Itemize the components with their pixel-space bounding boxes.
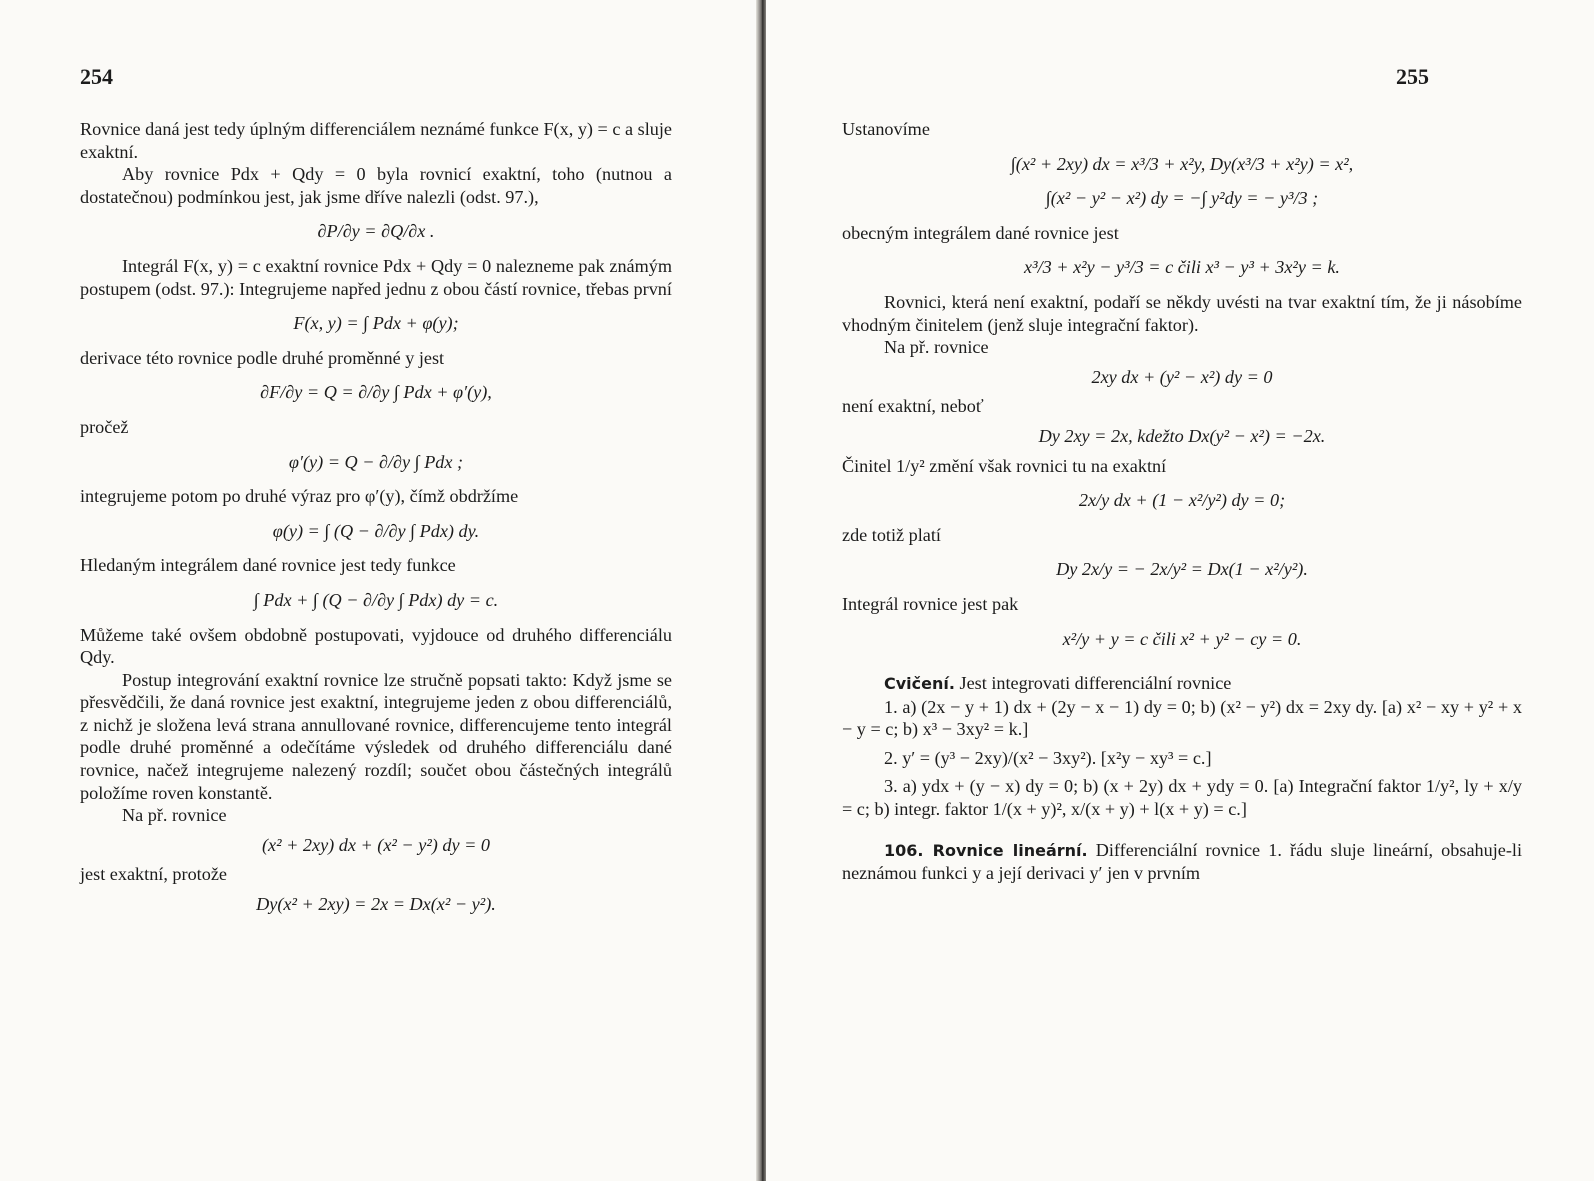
right-text-column bbox=[842, 118, 1522, 885]
exercise-item: 2. y′ = (y³ − 2xy)/(x² − 3xy²). [x²y − xy³ = c.] bbox=[884, 747, 1212, 768]
paragraph: Na př. rovnice bbox=[122, 805, 227, 826]
equation: φ(y) = ∫ (Q − ∂/∂y ∫ Pdx) dy. bbox=[272, 520, 480, 541]
paragraph: pročež bbox=[80, 416, 129, 437]
equation: 2xy dx + (y² − x²) dy = 0 bbox=[1091, 366, 1273, 387]
exercises-heading bbox=[842, 672, 1522, 696]
exercises-intro: Jest integrovati differenciální rovnice bbox=[954, 673, 1232, 694]
equation: ∫(x² + 2xy) dx = x³/3 + x²y, Dy(x³/3 + x²y) = x², bbox=[1010, 153, 1354, 174]
section-text: Differenciální rovnice 1. řádu sluje lineární, obsahuje-li neznámou funkci y a její derivaci y′ jen v prvním bbox=[842, 839, 1522, 884]
equation: ∂P/∂y = ∂Q/∂x . bbox=[317, 221, 435, 242]
paragraph: jest exaktní, protože bbox=[80, 864, 227, 885]
equation: x³/3 + x²y − y³/3 = c čili x³ − y³ + 3x²y = k. bbox=[1024, 257, 1340, 278]
paragraph: Hledaným integrálem dané rovnice jest tedy funkce bbox=[80, 555, 456, 576]
paragraph: není exaktní, neboť bbox=[842, 396, 984, 417]
paragraph: Integrál rovnice jest pak bbox=[842, 593, 1019, 614]
equation: x²/y + y = c čili x² + y² − cy = 0. bbox=[1062, 628, 1302, 649]
left-text-column bbox=[80, 118, 672, 923]
equation: ∫ Pdx + ∫ (Q − ∂/∂y ∫ Pdx) dy = c. bbox=[253, 589, 499, 610]
paragraph: Na př. rovnice bbox=[884, 337, 989, 358]
paragraph: zde totiž platí bbox=[842, 524, 941, 545]
equation: ∫(x² − y² − x²) dy = −∫ y²dy = − y³/3 ; bbox=[1045, 188, 1319, 209]
paragraph: integrujeme potom po druhé výraz pro φ′(y), čímž obdržíme bbox=[80, 486, 519, 507]
exercises-label: Cvičení. bbox=[884, 674, 955, 694]
right-page bbox=[766, 0, 1594, 1181]
equation: F(x, y) = ∫ Pdx + φ(y); bbox=[293, 313, 459, 334]
paragraph: Postup integrování exaktní rovnice lze stručně popsati takto: Když jsme se přesvědčili, že daná rovnice jest exaktní, integrujeme jeden z obou differenciálů, z nichž je složena levá strana annullované rovnice, differencujeme tento integrál podle druhé proměnné a odečítáme výsledek od druhého differenciálu dané rovnice, načež integrujeme nalezený rozdíl; součet obou částečných integrálů položíme roven konstantě. bbox=[80, 669, 672, 803]
paragraph: Rovnice daná jest tedy úplným differenciálem neznámé funkce F(x, y) = c a sluje exaktní. bbox=[80, 119, 672, 162]
equation: 2x/y dx + (1 − x²/y²) dy = 0; bbox=[1078, 490, 1286, 511]
section-heading: 106. Rovnice lineární. bbox=[884, 840, 1088, 860]
equation: φ′(y) = Q − ∂/∂y ∫ Pdx ; bbox=[288, 451, 464, 472]
equation: Dy 2x/y = − 2x/y² = Dx(1 − x²/y²). bbox=[1056, 559, 1308, 580]
paragraph: obecným integrálem dané rovnice jest bbox=[842, 222, 1119, 243]
page-number: 254 bbox=[80, 64, 113, 89]
section-106 bbox=[842, 839, 1522, 885]
paragraph: Ustanovíme bbox=[842, 119, 930, 139]
equation: (x² + 2xy) dx + (x² − y²) dy = 0 bbox=[261, 834, 491, 855]
paragraph: derivace této rovnice podle druhé proměnné y jest bbox=[80, 347, 445, 368]
paragraph: Činitel 1/y² změní však rovnici tu na exaktní bbox=[842, 455, 1167, 476]
equation: Dy(x² + 2xy) = 2x = Dx(x² − y²). bbox=[256, 894, 496, 915]
exercise-item: 1. a) (2x − y + 1) dx + (2y − x − 1) dy = 0; b) (x² − y²) dx = 2xy dy. [a) x² − xy + y² + x − y = c; b) x³ − 3xy² = k.] bbox=[842, 696, 1522, 740]
left-page bbox=[0, 0, 762, 1181]
equation: ∂F/∂y = Q = ∂/∂y ∫ Pdx + φ′(y), bbox=[260, 382, 492, 403]
page-number: 255 bbox=[1396, 64, 1429, 89]
paragraph: Můžeme také ovšem obdobně postupovati, vyjdouce od druhého differenciálu Qdy. bbox=[80, 624, 672, 668]
paragraph: Rovnici, která není exaktní, podaří se někdy uvésti na tvar exaktní tím, že ji násobíme vhodným činitelem (jenž sluje integrační faktor). bbox=[842, 291, 1522, 335]
paragraph: Integrál F(x, y) = c exaktní rovnice Pdx + Qdy = 0 nalezneme pak známým postupem (odst. 97.): Integrujeme napřed jednu z obou částí rovnice, třebas první bbox=[80, 255, 672, 299]
paragraph: Aby rovnice Pdx + Qdy = 0 byla rovnicí exaktní, toho (nutnou a dostatečnou) podmínkou jest, jak jsme dříve nalezli (odst. 97.), bbox=[80, 164, 672, 207]
exercise-item: 3. a) ydx + (y − x) dy = 0; b) (x + 2y) dx + ydy = 0. [a) Integrační faktor 1/y², ly + x/y = c; b) integr. faktor 1/(x + y)², x/(x + y) + l(x + y) = c.] bbox=[842, 776, 1522, 820]
equation: Dy 2xy = 2x, kdežto Dx(y² − x²) = −2x. bbox=[1038, 425, 1326, 446]
